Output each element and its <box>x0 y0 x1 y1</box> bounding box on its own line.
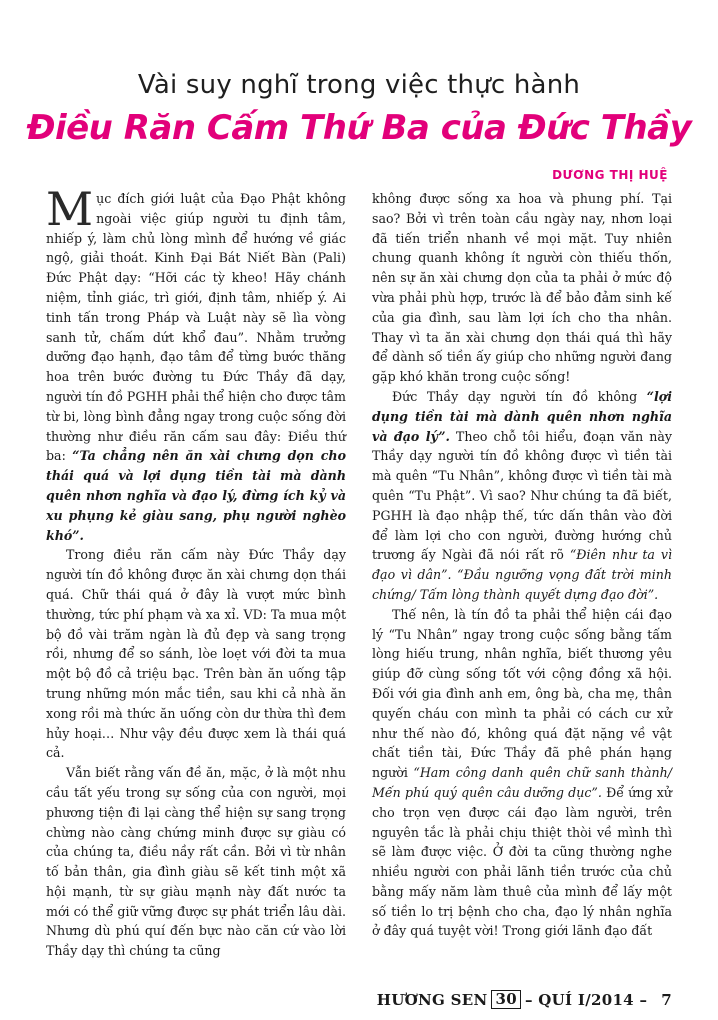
right-column <box>372 189 672 941</box>
paragraph <box>372 605 672 942</box>
article-author: DƯƠNG THỊ HUỆ <box>552 168 668 182</box>
paragraph-text: Thế nên, là tín đồ ta phải thể hiện cái đạo lý “Tu Nhân” ngay trong cuộc sống bằng tấm lòng hiếu trung, nhân nghĩa, biết thương yêu giúp đỡ cùng sống tốt với cộng đồng xã hội. Đối với gia đình anh em, ông bà, cha mẹ, thân quyến cháu con mình ta phải có cách cư xử như thế nào đó, không quá đặt nặng về vật chất tiền tài, Đức Thầy đã phê phán hạng người <box>372 606 672 781</box>
commandment-quote: “lợi dụng tiền tài mà dành quên nhơn nghĩa và đạo lý”. <box>372 388 672 444</box>
italic-quote: “Điên như ta vì đạo vì dân”. “Đầu ngưỡng vọng đất trời minh chứng/ Tấm lòng thành quyết dựng đạo đời”. <box>372 547 672 602</box>
article-title: Điều Răn Cấm Thứ Ba của Đức Thầy <box>26 108 692 148</box>
magazine-name: HƯƠNG SEN <box>376 990 488 1009</box>
issue-period: – QUÍ I/2014 – <box>524 990 648 1009</box>
paragraph-text: ục đích giới luật của Đạo Phật không ngoài việc giúp người tu định tâm, nhiếp ý, làm chủ lòng mình để hướng về giác ngộ, giải thoát. Kinh Đại Bát Niết Bàn (Pali) Đức Phật dạy: “Hỡi các tỳ kheo! Hãy chánh niệm, tỉnh giác, trì giới, định tâm, nhiếp ý. Ai tinh tấn trong Pháp và Luật này sẽ lìa vòng sanh tử, chấm dứt khổ đau”. Nhằm trưởng dưỡng đạo hạnh, đạo tâm để từng bước thăng hoa trên bước đường tu Đức Thầy đã dạy, người tín đồ PGHH phải thể hiện cho được tâm từ bi, lòng bình đẳng ngay trong cuộc sống đời thường như điều răn cấm sau đây: Điều thứ ba: <box>46 191 346 464</box>
article-subtitle: Vài suy nghĩ trong việc thực hành <box>137 70 581 100</box>
left-column <box>46 182 346 961</box>
paragraph-text: Theo chỗ tôi hiểu, đoạn văn này Thầy dạy người tín đồ không được vì tiền tài mà quên “Tu Nhân”, không được vì tiền tài mà quên “Tu Phật”. Vì sao? Như chúng ta đã biết, PGHH là đạo nhập thế, tức dấn thân vào đời để làm lợi cho con người, đường hướng chủ trương ấy Ngài đã nói rất rõ <box>372 428 672 563</box>
paragraph-text: Đức Thầy dạy người tín đồ không <box>392 388 647 404</box>
paragraph: không được sống xa hoa và phung phí. Tại sao? Bởi vì trên toàn cầu ngày nay, nhơn loại đã tiến triển nhanh về mọi mặt. Tuy nhiên chung quanh không ít người còn thiếu thốn, nên sự ăn xài chưng dọn của ta phải ở mức độ vừa phải phù hợp, trước là để bảo đảm sinh kế của gia đình, sau làm lợi ích cho tha nhân. Thay vì ta ăn xài chưng dọn thái quá thì hãy để dành số tiền ấy giúp cho những người đang gặp khó khăn trong cuộc sống! <box>372 191 672 385</box>
commandment-quote: “Ta chẳng nên ăn xài chưng dọn cho thái quá và lợi dụng tiền tài mà dành quên nhơn nghĩa và đạo lý, đừng ích kỷ và xu phụng kẻ giàu sang, phụ người nghèo khó”. <box>46 448 346 543</box>
issue-number: 30 <box>491 990 520 1009</box>
paragraph: Trong điều răn cấm này Đức Thầy dạy người tín đồ không được ăn xài chưng dọn thái quá. Chữ thái quá ở đây là vượt mức bình thường, tức phí phạm và xa xỉ. VD: Ta mua một bộ đồ vài trăm ngàn là đủ đẹp và sang trọng rồi, nhưng để so sánh, lòe loẹt với đời ta mua một bộ đồ cả triệu bạc. Trên bàn ăn uống tập trung những món mắc tiền, sau khi cả nhà ăn xong rồi mà thức ăn uống còn dư thừa thì đem hủy hoại… Như vậy đều được xem là thái quá cả. <box>46 547 346 761</box>
drop-cap: M <box>46 182 94 236</box>
italic-quote: “Ham công danh quên chữ sanh thành/ Mến phú quý quên câu dưỡng dục”. <box>372 765 673 800</box>
paragraph-text: Để ứng xử cho trọn vẹn được cái đạo làm người, trên nguyên tắc là phải chịu thiệt thòi về mình thì sẽ làm được việc. Ở đời ta cũng thường nghe nhiều người con phải lãnh tiền trước của chủ bằng mấy năm làm thuê của mình để lấy một số tiền lo trị bệnh cho cha, đạo lý nhân nghĩa ở đây quá tuyệt vời! Trong giới lãnh đạo đất <box>372 784 672 939</box>
paragraph <box>372 387 672 605</box>
page-number: 7 <box>661 990 672 1009</box>
paragraph: Vẫn biết rằng vấn đề ăn, mặc, ở là một nhu cầu tất yếu trong sự sống của con người, mọi phương tiện đi lại càng thể hiện sự sang trọng chừng nào càng chứng minh được sự giàu có của chúng ta, điều nầy rất cần. Bởi vì từ nhân tố bản thân, gia đình giàu sẽ kết tinh một xã hội mạnh, từ sự giàu mạnh này đất nước ta mới có thể giữ vững được sự phát triển lâu dài. Nhưng dù phú quí đến bực nào căn cứ vào lời Thầy dạy thì chúng ta cũng <box>46 765 346 959</box>
page-footer <box>377 990 672 1009</box>
paragraph <box>46 182 346 545</box>
